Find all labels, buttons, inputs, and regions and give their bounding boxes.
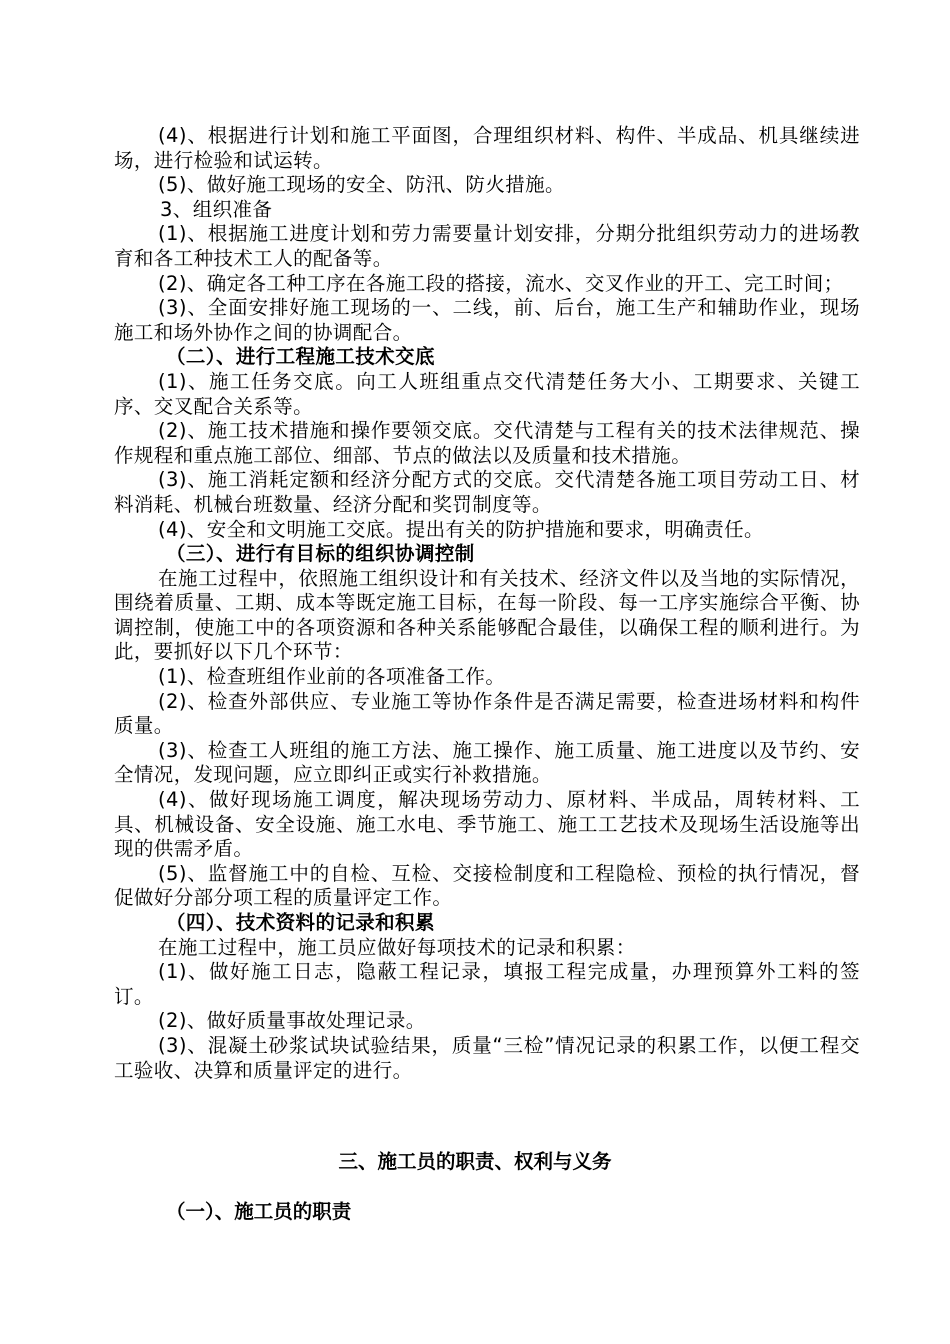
body-text <box>114 124 860 1083</box>
paragraph: (2)、做好质量事故处理记录。 <box>158 1009 426 1033</box>
paragraph: (5)、监督施工中的自检、互检、交接检制度和工程隐检、预检的执行情况，督促做好分部分项工程的质量评定工作。 <box>114 861 860 910</box>
paragraph: (2)、检查外部供应、专业施工等协作条件是否满足需要，检查进场材料和构件质量。 <box>114 689 860 738</box>
paragraph: 3、组织准备 <box>160 197 273 221</box>
paragraph: 在施工过程中，施工员应做好每项技术的记录和积累： <box>158 935 636 959</box>
section-heading: （三）、进行有目标的组织协调控制 <box>166 542 475 566</box>
paragraph: (2)、施工技术措施和操作要领交底。交代清楚与工程有关的技术法律规范、操作规程和重点施工部位、细部、节点的做法以及质量和技术措施。 <box>114 419 860 467</box>
section-heading: （四）、技术资料的记录和积累 <box>166 911 435 934</box>
paragraph: (1)、施工任务交底。向工人班组重点交代清楚任务大小、工期要求、关键工序、交叉配合关系等。 <box>114 369 860 418</box>
paragraph: (2)、确定各工种工序在各施工段的搭接，流水、交叉作业的开工、完工时间； <box>158 271 844 295</box>
paragraph: (1)、根据施工进度计划和劳力需要量计划安排，分期分批组织劳动力的进场教育和各工种技术工人的配备等。 <box>114 222 860 270</box>
paragraph: (3)、全面安排好施工现场的一、二线，前、后台，施工生产和辅助作业，现场施工和场外协作之间的协调配合。 <box>114 296 860 344</box>
paragraph: (4)、做好现场施工调度，解决现场劳动力、原材料、半成品，周转材料、工具、机械设备、安全设施、施工水电、季节施工、施工工艺技术及现场生活设施等出现的供需矛盾。 <box>114 788 860 861</box>
subsection-title: （一）、施工员的职责 <box>166 1200 352 1223</box>
paragraph: (5)、做好施工现场的安全、防汛、防火措施。 <box>158 173 565 197</box>
chapter-title: 三、施工员的职责、权利与义务 <box>338 1150 612 1173</box>
paragraph: 在施工过程中，依照施工组织设计和有关技术、经济文件以及当地的实际情况，围绕着质量、工期、成本等既定施工目标，在每一阶段、每一工序实施综合平衡、协调控制，使施工中的各项资源和各种关系能够配合最佳，以确保工程的顺利进行。为此，要抓好以下几个环节： <box>114 566 860 664</box>
paragraph: (3)、检查工人班组的施工方法、施工操作、施工质量、施工进度以及节约、安全情况，发现问题，应立即纠正或实行补救措施。 <box>114 738 860 787</box>
paragraph: (4)、根据进行计划和施工平面图，合理组织材料、构件、半成品、机具继续进场，进行检验和试运转。 <box>114 124 860 172</box>
paragraph: (4)、安全和文明施工交底。提出有关的防护措施和要求，明确责任。 <box>158 517 764 541</box>
section-heading: （二）、进行工程施工技术交底 <box>166 345 435 369</box>
paragraph: (1)、检查班组作业前的各项准备工作。 <box>158 665 506 689</box>
paragraph: (1)、做好施工日志，隐蔽工程记录，填报工程完成量，办理预算外工料的签订。 <box>114 960 860 1008</box>
paragraph: (3)、混凝土砂浆试块试验结果，质量“三检”情况记录的积累工作，以便工程交工验收、决算和质量评定的进行。 <box>114 1033 860 1082</box>
paragraph: (3)、施工消耗定额和经济分配方式的交底。交代清楚各施工项目劳动工日、材料消耗、机械台班数量、经济分配和奖罚制度等。 <box>114 468 860 516</box>
